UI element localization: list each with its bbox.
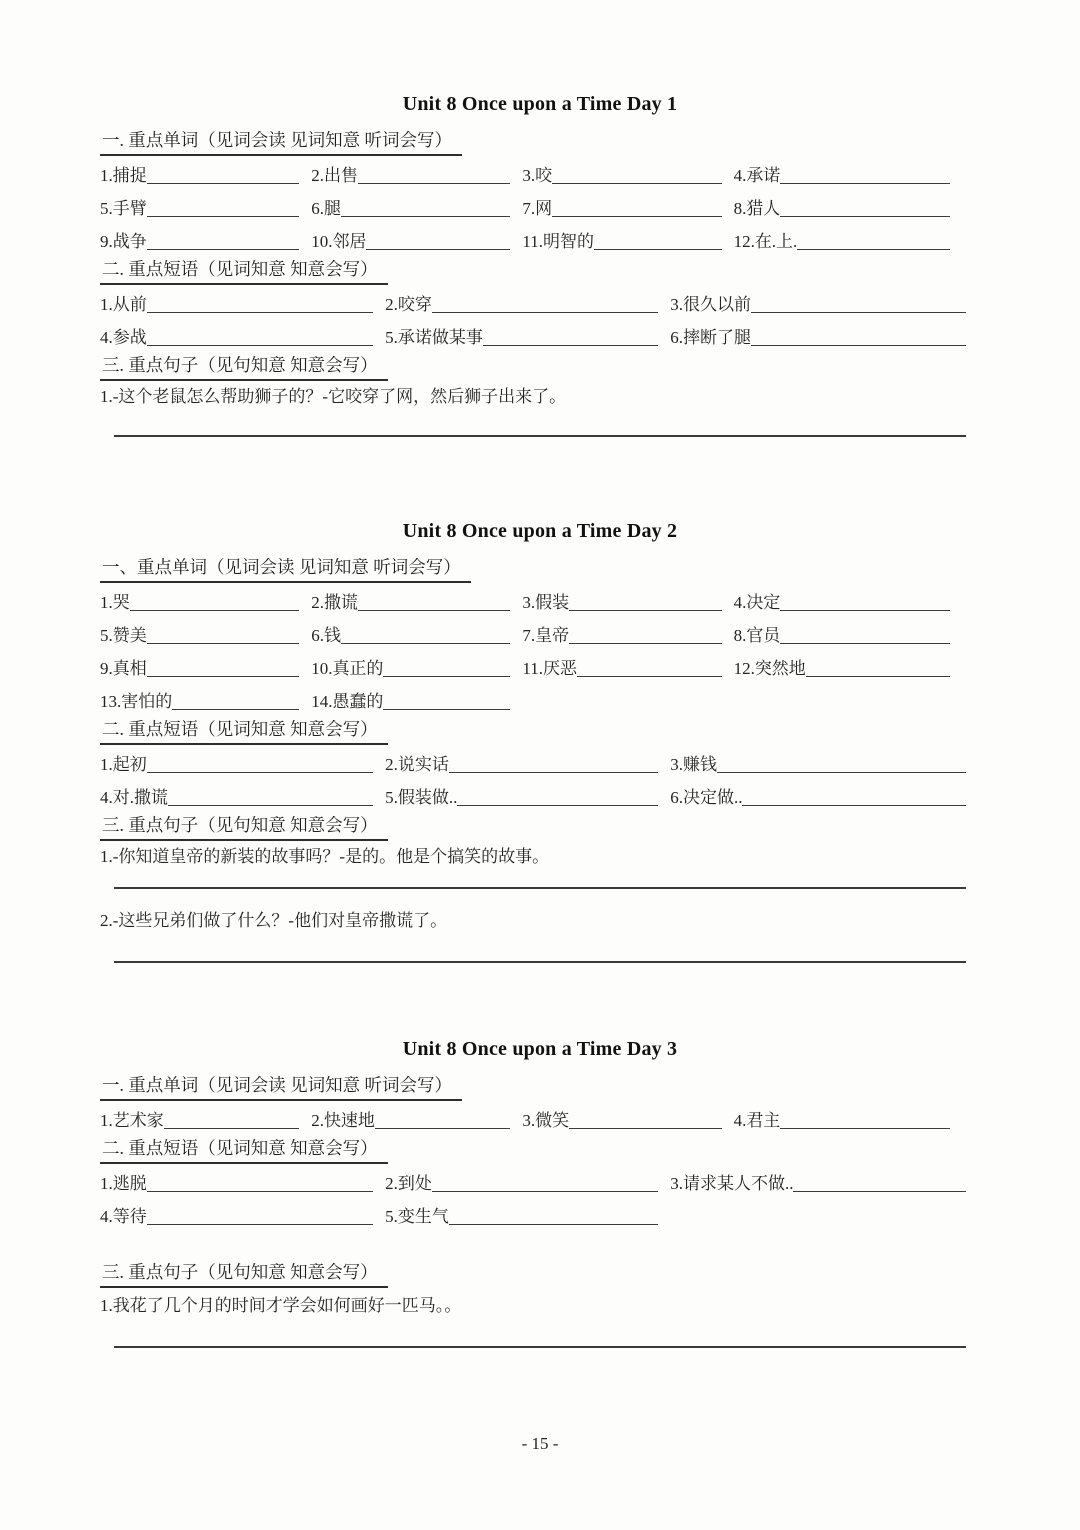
vocab-item [522,1108,733,1134]
phrase-item [385,785,670,811]
answer-blank [147,1223,373,1225]
answer-blank [130,609,299,611]
page-number: - 15 - [521,1434,559,1453]
vocab-label: 4.决定 [733,593,781,612]
phrase-item [670,752,980,778]
vocab-item [100,689,311,715]
words-heading-day3: 一. 重点单词（见词会读 见词知意 听词会写） [100,1073,462,1101]
phrase-row [100,778,980,811]
phrase-label: 5.承诺做某事 [385,328,483,347]
phrase-item [670,292,980,318]
answer-blank [383,708,510,710]
vocab-label: 12.突然地 [733,659,806,678]
vocab-label: 5.手臂 [100,199,147,218]
words-heading-day1: 一. 重点单词（见词会读 见词知意 听词会写） [100,128,462,156]
phrase-row [100,285,980,318]
vocab-label: 2.出售 [311,166,358,185]
phrases-heading-day2: 二. 重点短语（见词知意 知意会写） [100,717,388,745]
phrase-label: 4.对.撒谎 [100,788,168,807]
vocab-label: 2.快速地 [311,1111,375,1130]
phrase-label: 3.很久以前 [670,295,751,314]
vocab-item [100,1108,311,1134]
phrase-label: 2.说实话 [385,755,449,774]
answer-line [114,961,966,963]
vocab-item [734,1108,980,1134]
vocab-item [522,196,733,222]
vocab-label: 13.害怕的 [100,692,173,711]
answer-blank [780,182,950,184]
vocab-label: 8.猎人 [733,199,781,218]
vocab-item [522,163,733,189]
phrase-row [100,1197,980,1230]
vocab-label: 5.赞美 [100,626,147,645]
answer-blank [449,1223,658,1225]
answer-blank [147,182,299,184]
answer-blank [147,344,373,346]
answer-line [114,435,966,437]
vocab-item [734,196,980,222]
answer-blank [147,215,299,217]
phrase-item [670,1171,980,1197]
answer-blank [457,804,658,806]
answer-blank [780,215,950,217]
vocab-item [734,656,980,682]
phrase-label: 6.决定做.. [670,788,743,807]
vocab-label: 6.钱 [311,626,341,645]
vocab-item [100,229,311,255]
sentences-heading-day3: 三. 重点句子（见句知意 知意会写） [100,1260,388,1288]
word-row [100,616,980,649]
answer-blank [147,1190,373,1192]
phrase-item [100,785,385,811]
word-row [100,222,980,255]
phrase-item [100,292,385,318]
vocab-label: 10.邻居 [311,232,367,251]
answer-blank [780,642,950,644]
answer-blank [366,248,510,250]
phrase-label: 5.变生气 [385,1207,449,1226]
vocab-label: 11.明智的 [522,232,594,251]
answer-blank [569,642,721,644]
vocab-item [100,590,311,616]
vocab-item [311,590,522,616]
phrase-label: 5.假装做.. [385,788,458,807]
sentence-item: 1.-这个老鼠怎么帮助狮子的？-它咬穿了网，然后狮子出来了。 [100,387,567,406]
vocab-label: 9.真相 [100,659,147,678]
answer-blank [432,311,658,313]
sentence-item: 1.我花了几个月的时间才学会如何画好一匹马。。 [100,1296,462,1315]
answer-blank [780,1127,950,1129]
answer-blank [147,311,373,313]
vocab-item [100,623,311,649]
answer-blank [172,708,299,710]
phrase-label: 3.赚钱 [670,755,717,774]
word-row [100,682,980,715]
vocab-item [522,590,733,616]
answer-blank [797,248,950,250]
phrase-item [385,325,670,351]
vocab-label: 14.愚蠢的 [311,692,384,711]
vocab-item [311,689,522,715]
vocab-label: 9.战争 [100,232,147,251]
vocab-label: 1.捕捉 [100,166,147,185]
answer-line [114,1346,966,1348]
vocab-item [311,656,522,682]
vocab-label: 3.微笑 [522,1111,570,1130]
phrase-item [385,1171,670,1197]
section-title-day1: Unit 8 Once upon a Time Day 1 [402,93,678,115]
answer-blank [147,771,373,773]
answer-blank [552,182,721,184]
vocab-label: 12.在.上. [733,232,798,251]
answer-blank [341,642,510,644]
answer-blank [483,344,658,346]
sentences-heading-day2: 三. 重点句子（见句知意 知意会写） [100,813,388,841]
vocab-item [311,229,522,255]
answer-blank [449,771,658,773]
phrases-heading-day3: 二. 重点短语（见词知意 知意会写） [100,1136,388,1164]
answer-blank [168,804,373,806]
answer-blank [742,804,966,806]
phrase-item [100,1204,385,1230]
vocab-label: 4.承诺 [733,166,781,185]
vocab-label: 11.厌恶 [522,659,577,678]
word-row [100,156,980,189]
vocab-item [734,229,980,255]
answer-blank [594,248,722,250]
phrase-row [100,318,980,351]
vocab-item [311,623,522,649]
vocab-item [311,1108,522,1134]
phrase-label: 2.咬穿 [385,295,432,314]
phrase-item [100,325,385,351]
phrase-row [100,1164,980,1197]
vocab-item [311,163,522,189]
vocab-label: 3.咬 [522,166,553,185]
answer-blank [147,642,299,644]
answer-blank [164,1127,299,1129]
vocab-label: 7.网 [522,199,553,218]
phrase-item [385,752,670,778]
phrase-item [100,752,385,778]
vocab-item [522,623,733,649]
answer-blank [793,1190,966,1192]
answer-blank [375,1127,510,1129]
answer-blank [717,771,966,773]
vocab-item [100,196,311,222]
phrase-label: 1.逃脱 [100,1174,147,1193]
vocab-label: 2.撒谎 [311,593,358,612]
vocab-label: 7.皇帝 [522,626,570,645]
vocab-label: 8.官员 [733,626,781,645]
vocab-item [100,163,311,189]
answer-blank [358,182,510,184]
section-title-day3: Unit 8 Once upon a Time Day 3 [402,1038,678,1060]
sentences-heading-day1: 三. 重点句子（见句知意 知意会写） [100,353,388,381]
words-heading-day2: 一、重点单词（见词会读 见词知意 听词会写） [100,555,471,583]
phrase-label: 4.参战 [100,328,147,347]
vocab-label: 1.哭 [100,593,130,612]
vocab-item [311,196,522,222]
answer-blank [751,344,966,346]
sentence-item: 2.-这些兄弟们做了什么？-他们对皇帝撒谎了。 [100,911,448,930]
answer-blank [569,609,721,611]
phrase-label: 3.请求某人不做.. [670,1174,794,1193]
answer-blank [341,215,510,217]
answer-blank [569,1127,721,1129]
answer-line [114,887,966,889]
answer-blank [751,311,966,313]
phrase-item [100,1171,385,1197]
answer-blank [780,609,950,611]
word-row [100,649,980,682]
vocab-label: 1.艺术家 [100,1111,164,1130]
answer-blank [806,675,950,677]
answer-blank [432,1190,658,1192]
word-row [100,1101,980,1134]
vocab-item [522,656,733,682]
vocab-label: 4.君主 [733,1111,781,1130]
sentence-item: 1.-你知道皇帝的新装的故事吗？-是的。他是个搞笑的故事。 [100,847,550,866]
vocab-item [734,623,980,649]
answer-blank [147,675,299,677]
word-row [100,583,980,616]
phrase-item [385,1204,670,1230]
phrase-label: 1.从前 [100,295,147,314]
phrase-label: 4.等待 [100,1207,147,1226]
phrase-item [670,325,980,351]
vocab-label: 6.腿 [311,199,341,218]
phrase-row [100,745,980,778]
phrase-label: 6.摔断了腿 [670,328,751,347]
vocab-label: 10.真正的 [311,659,384,678]
answer-blank [383,675,510,677]
answer-blank [147,248,299,250]
phrase-label: 2.到处 [385,1174,432,1193]
phrase-item [670,785,980,811]
phrase-label: 1.起初 [100,755,147,774]
word-row [100,189,980,222]
answer-blank [358,609,510,611]
vocab-item [100,656,311,682]
phrases-heading-day1: 二. 重点短语（见词知意 知意会写） [100,257,388,285]
section-title-day2: Unit 8 Once upon a Time Day 2 [402,520,678,542]
phrase-item [385,292,670,318]
vocab-label: 3.假装 [522,593,570,612]
vocab-item [522,229,733,255]
vocab-item [734,163,980,189]
answer-blank [577,675,722,677]
vocab-item [734,590,980,616]
answer-blank [552,215,721,217]
